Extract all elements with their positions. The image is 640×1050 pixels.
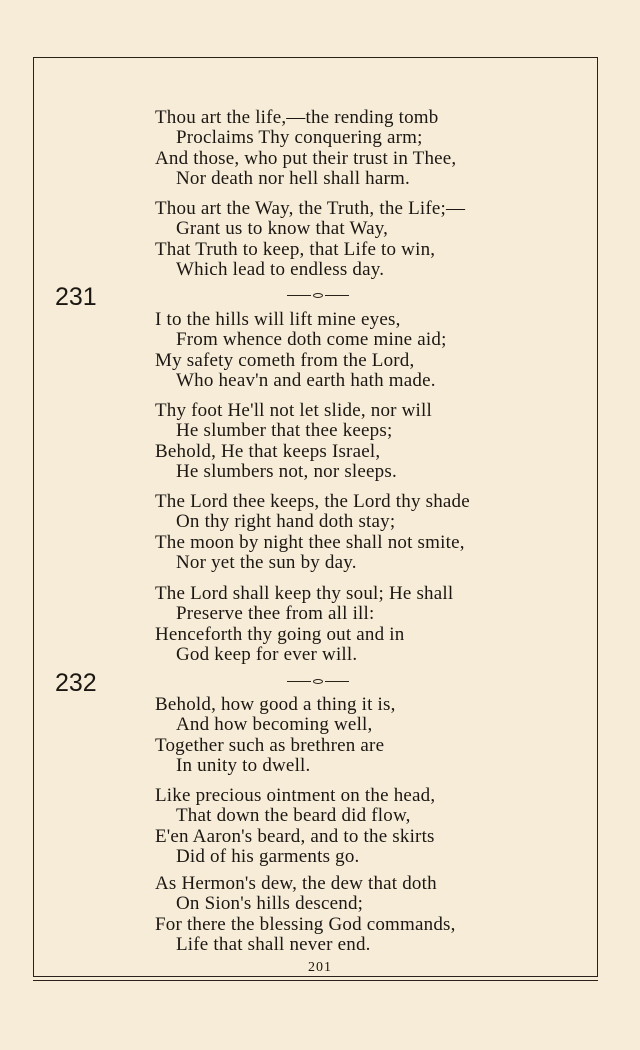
verse-line: Life that shall never end. (176, 934, 371, 956)
verse-line: Henceforth thy going out and in (155, 623, 405, 645)
stanza (155, 401, 575, 483)
verse-line: Preserve thee from all ill: (176, 603, 375, 625)
verse-line: Which lead to endless day. (176, 259, 385, 281)
stanza (155, 786, 575, 868)
hymn-number: 231 (55, 283, 97, 311)
verse-line: E'en Aaron's beard, and to the skirts (155, 825, 435, 847)
verse-line: Thy foot He'll not let slide, nor will (155, 400, 432, 421)
stanza (155, 584, 575, 666)
verse-line: Who heav'n and earth hath made. (176, 370, 436, 392)
verse-line: Thou art the life,—the rending tomb (155, 107, 439, 128)
stanza (155, 492, 575, 574)
verse-line: I to the hills will lift mine eyes, (155, 309, 401, 330)
verse-line: The Lord thee keeps, the Lord thy shade (155, 491, 470, 512)
verse-line: Nor yet the sun by day. (176, 552, 357, 574)
verse-line: Together such as brethren are (155, 734, 385, 756)
verse-line: Behold, how good a thing it is, (155, 694, 396, 715)
verse-line: The Lord shall keep thy soul; He shall (155, 583, 454, 604)
verse-line: In unity to dwell. (176, 755, 311, 777)
verse-line: Thou art the Way, the Truth, the Life;— (155, 198, 466, 219)
verse-line: And those, who put their trust in Thee, (155, 147, 457, 169)
verse-line: Grant us to know that Way, (176, 218, 389, 240)
stanza (155, 874, 575, 956)
verse-line: Proclaims Thy conquering arm; (176, 127, 423, 149)
ornamental-divider (287, 679, 349, 685)
verse-line: My safety cometh from the Lord, (155, 349, 415, 371)
verse-line: That down the beard did flow, (176, 805, 411, 827)
ornamental-divider (287, 293, 349, 299)
verse-line: God keep for ever will. (176, 644, 358, 666)
verse-line: Nor death nor hell shall harm. (176, 168, 410, 190)
verse-line: As Hermon's dew, the dew that doth (155, 873, 437, 894)
verse-line: Like precious ointment on the head, (155, 785, 436, 806)
page-number: 201 (308, 960, 332, 975)
verse-line: He slumbers not, nor sleeps. (176, 461, 397, 483)
verse-line: On Sion's hills descend; (176, 893, 364, 915)
stanza (155, 199, 575, 281)
verse-line: And how becoming well, (176, 714, 373, 736)
verse-line: On thy right hand doth stay; (176, 511, 396, 533)
stanza (155, 108, 575, 190)
page-border-bottom-rule (33, 980, 598, 981)
verse-line: Behold, He that keeps Israel, (155, 440, 381, 462)
verse-line: Did of his garments go. (176, 846, 360, 868)
stanza (155, 310, 575, 392)
verse-line: The moon by night thee shall not smite, (155, 531, 465, 553)
verse-line: From whence doth come mine aid; (176, 329, 447, 351)
hymn-number: 232 (55, 669, 97, 697)
stanza (155, 695, 575, 777)
verse-line: He slumber that thee keeps; (176, 420, 393, 442)
verse-line: That Truth to keep, that Life to win, (155, 238, 436, 260)
verse-line: For there the blessing God commands, (155, 913, 456, 935)
